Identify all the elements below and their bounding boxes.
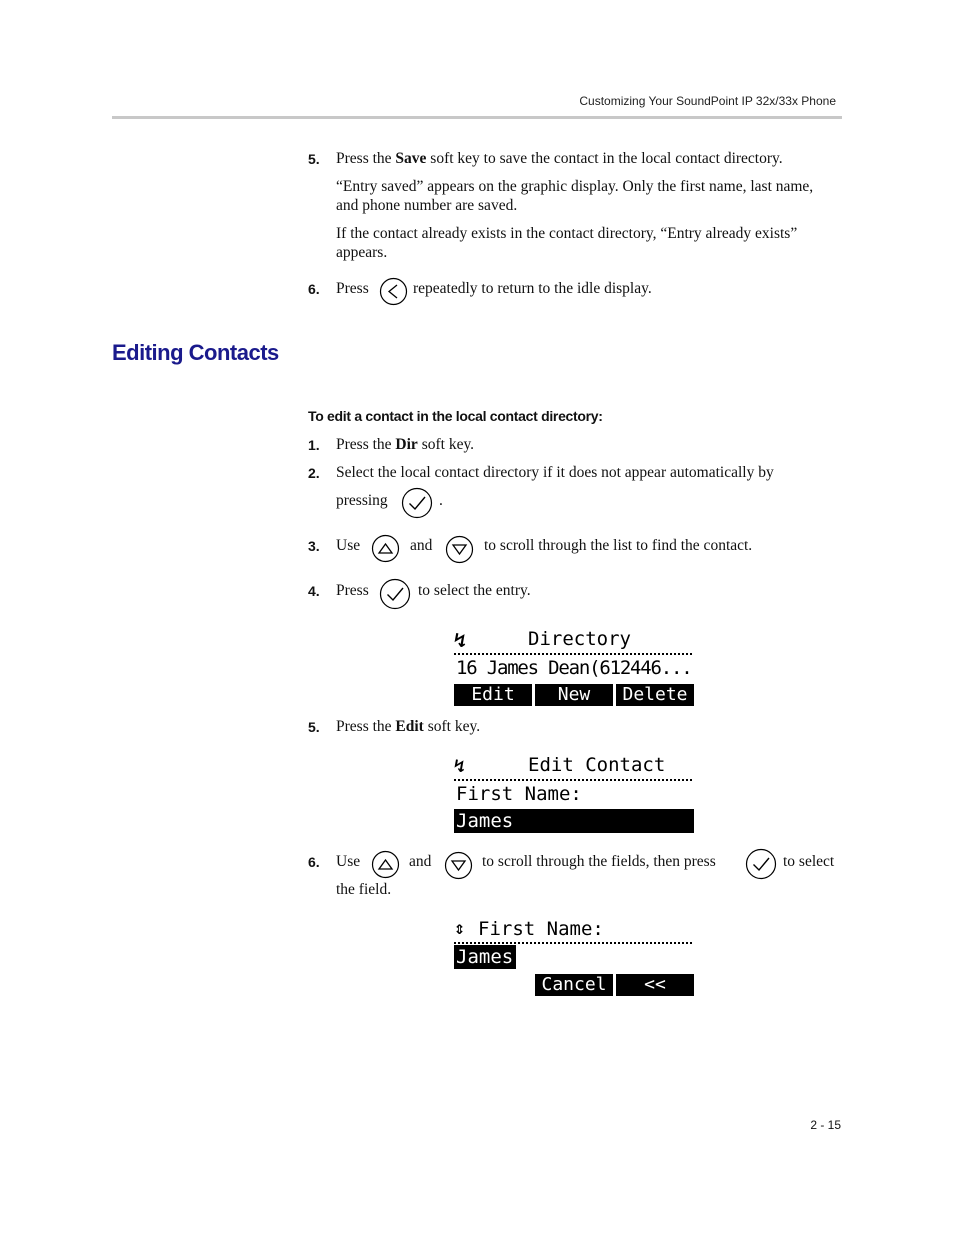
screen-title: Directory (528, 628, 631, 650)
up-arrow-circle-icon (371, 850, 400, 879)
step-text: Press (336, 280, 369, 297)
field-label: First Name: (456, 783, 582, 805)
divider (454, 779, 692, 781)
step-text: Press the Save soft key to save the contact in the local contact directory. (336, 150, 783, 167)
checkmark-circle-icon (379, 578, 411, 610)
step-number: 2. (308, 465, 320, 481)
step-number: 5. (308, 719, 320, 735)
softkey-cancel[interactable]: Cancel (535, 974, 613, 996)
section-title: Editing Contacts (112, 340, 279, 365)
field-value-highlight: James (454, 945, 516, 969)
step-number: 1. (308, 437, 320, 453)
phone-handset-icon: ↯ (454, 756, 465, 777)
phone-handset-icon: ↯ (454, 628, 467, 652)
phone-display-directory (454, 626, 696, 710)
directory-entry: 16 James Dean(612446... (456, 657, 692, 679)
step-number: 6. (308, 854, 320, 870)
step-text: Select the local contact directory if it does not appear automatically by (336, 464, 774, 481)
step-text: to scroll through the fields, then press (482, 853, 716, 870)
step-text: to scroll through the list to find the contact. (484, 537, 753, 554)
procedure-title: To edit a contact in the local contact directory: (308, 408, 603, 424)
step-text: repeatedly to return to the idle display. (413, 280, 652, 297)
step-number: 4. (308, 583, 320, 599)
step-text: and (409, 853, 432, 870)
header-rule (112, 116, 842, 119)
step-text: Press (336, 582, 369, 599)
divider (454, 653, 692, 655)
softkey-new[interactable]: New (535, 684, 613, 706)
step-number: 3. (308, 538, 320, 554)
up-down-arrow-icon: ⇕ (454, 918, 465, 939)
field-value-highlight: James (454, 809, 694, 833)
softkey-delete[interactable]: Delete (616, 684, 694, 706)
step-text: Press the Edit soft key. (336, 718, 481, 735)
phone-display-edit-field (454, 916, 696, 1000)
step-text: to select the entry. (418, 582, 531, 599)
screen-title: Edit Contact (528, 754, 666, 776)
step-text: . (439, 492, 443, 509)
paragraph: If the contact already exists in the contact directory, “Entry already exists” appears. (336, 225, 798, 261)
step-text: the field. (336, 881, 392, 898)
step-text: Press the Dir soft key. (336, 436, 475, 453)
step-text: pressing (336, 492, 388, 509)
step-number: 5. (308, 151, 320, 167)
step-number: 6. (308, 281, 320, 297)
running-header: Customizing Your SoundPoint IP 32x/33x Phone (579, 94, 836, 108)
step-text: and (410, 537, 433, 554)
step-text: to select (783, 853, 835, 870)
paragraph: “Entry saved” appears on the graphic display. Only the first name, last name, and phone number are saved. (336, 178, 814, 214)
step-text: Use (336, 537, 361, 554)
page-number: 2 - 15 (810, 1118, 841, 1132)
field-label: First Name: (478, 918, 604, 940)
phone-display-edit-contact (454, 752, 696, 836)
down-arrow-circle-icon (445, 535, 474, 564)
left-arrow-circle-icon (379, 277, 408, 306)
up-arrow-circle-icon (371, 534, 400, 563)
softkey-backspace[interactable]: << (616, 974, 694, 996)
softkey-edit[interactable]: Edit (454, 684, 532, 706)
divider (454, 942, 692, 944)
checkmark-circle-icon (401, 487, 433, 519)
down-arrow-circle-icon (444, 851, 473, 880)
step-text: Use (336, 853, 361, 870)
checkmark-circle-icon (745, 848, 777, 880)
